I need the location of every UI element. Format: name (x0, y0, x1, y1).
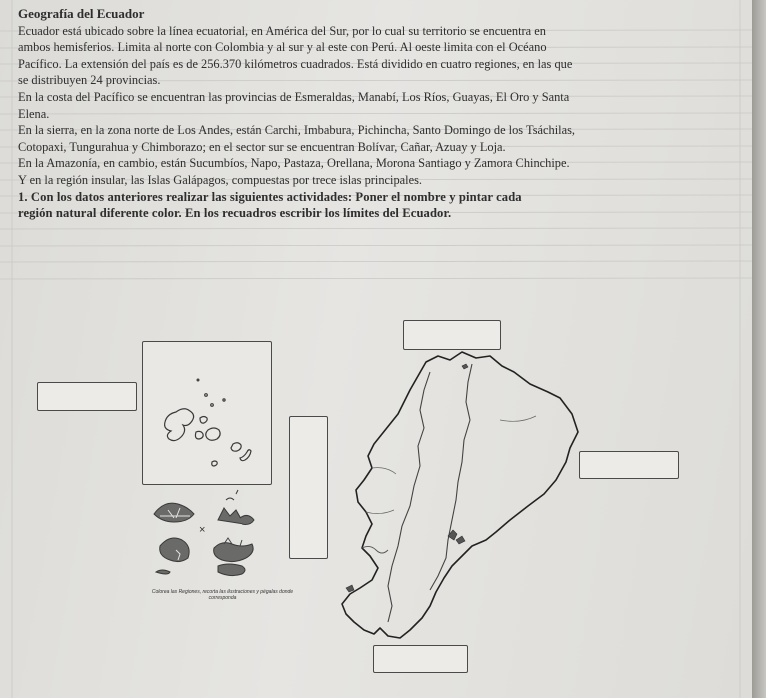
map-sticker-marks (346, 364, 468, 592)
paragraph5-line1: Y en la región insular, las Islas Galápagos, compuestas por trece islas principales. (18, 172, 423, 187)
floreana-island (212, 461, 217, 466)
sierra-east-boundary (430, 364, 472, 590)
paragraph1-line1: Ecuador está ubicado sobre la línea ecuatorial, en América del Sur, por lo cual su territorio se encuentra en (18, 23, 546, 38)
province-line-2 (366, 510, 394, 514)
paragraph2-line2: Elena. (18, 106, 50, 121)
amazon-illustration (214, 538, 253, 576)
instruction-line1: 1. Con los datos anteriores realizar las siguientes actividades: Poner el nombre y pintar cada (18, 189, 522, 204)
ecuador-outline (342, 352, 578, 638)
province-line-1 (372, 468, 396, 474)
paragraph4-line1: En la Amazonía, en cambio, están Sucumbíos, Napo, Pastaza, Orellana, Morona Santiago y Zamora Chinchipe. (18, 156, 570, 171)
paragraph2-line1: En la costa del Pacífico se encuentran las provincias de Esmeraldas, Manabí, Los Ríos, Guayas, El Oro y Santa (18, 89, 570, 104)
legend-caption: Colorea las Regiones, recorta las ilustraciones y pégalas donde corresponda (151, 589, 294, 601)
santiago-island (200, 417, 207, 424)
santa-cruz-island (206, 428, 220, 440)
san-cristobal-island (231, 443, 241, 451)
page-edge-shadow (752, 0, 766, 698)
marchena-island (211, 404, 214, 407)
paragraph3-line1: En la sierra, en la zona norte de Los Andes, están Carchi, Imbabura, Pichincha, Santo Domingo de los Tsáchilas, (18, 123, 576, 138)
espanola-island (240, 450, 251, 461)
darwin-island (197, 379, 199, 381)
instruction-line2: región natural diferente color. En los recuadros escribir los límites del Ecuador. (18, 206, 452, 221)
paragraph1-line3: Pacífico. La extensión del país es de 256.370 kilómetros cuadrados. Está dividido en cuatro regiones, en las que (18, 56, 573, 71)
mark-coast (346, 585, 354, 592)
coast-illustration (154, 503, 194, 522)
insular-illustration (156, 538, 189, 574)
document-title: Geografía del Ecuador (18, 6, 145, 21)
paragraph1-line4: se distribuyen 24 provincias. (18, 73, 161, 88)
sierra-illustration (218, 490, 254, 525)
mark-amazon (456, 536, 465, 544)
paragraph1-line2: ambos hemisferios. Limita al norte con Colombia y al sur y al este con Perú. Al oeste limita con el Océano (18, 40, 547, 55)
pinta-island (205, 394, 208, 397)
mark-north (462, 364, 468, 369)
province-line-3 (500, 416, 536, 421)
isabela-island (165, 409, 194, 441)
paragraph3-line2: Cotopaxi, Tungurahua y Chimborazo; en el sector sur se encuentran Bolívar, Cañar, Azuay y Loja. (18, 139, 506, 154)
fernandina-island (195, 431, 203, 439)
genovesa-island (223, 399, 225, 401)
galapagos-islands (165, 379, 251, 466)
sierra-west-boundary (388, 372, 430, 622)
x-mark: × (199, 524, 206, 536)
